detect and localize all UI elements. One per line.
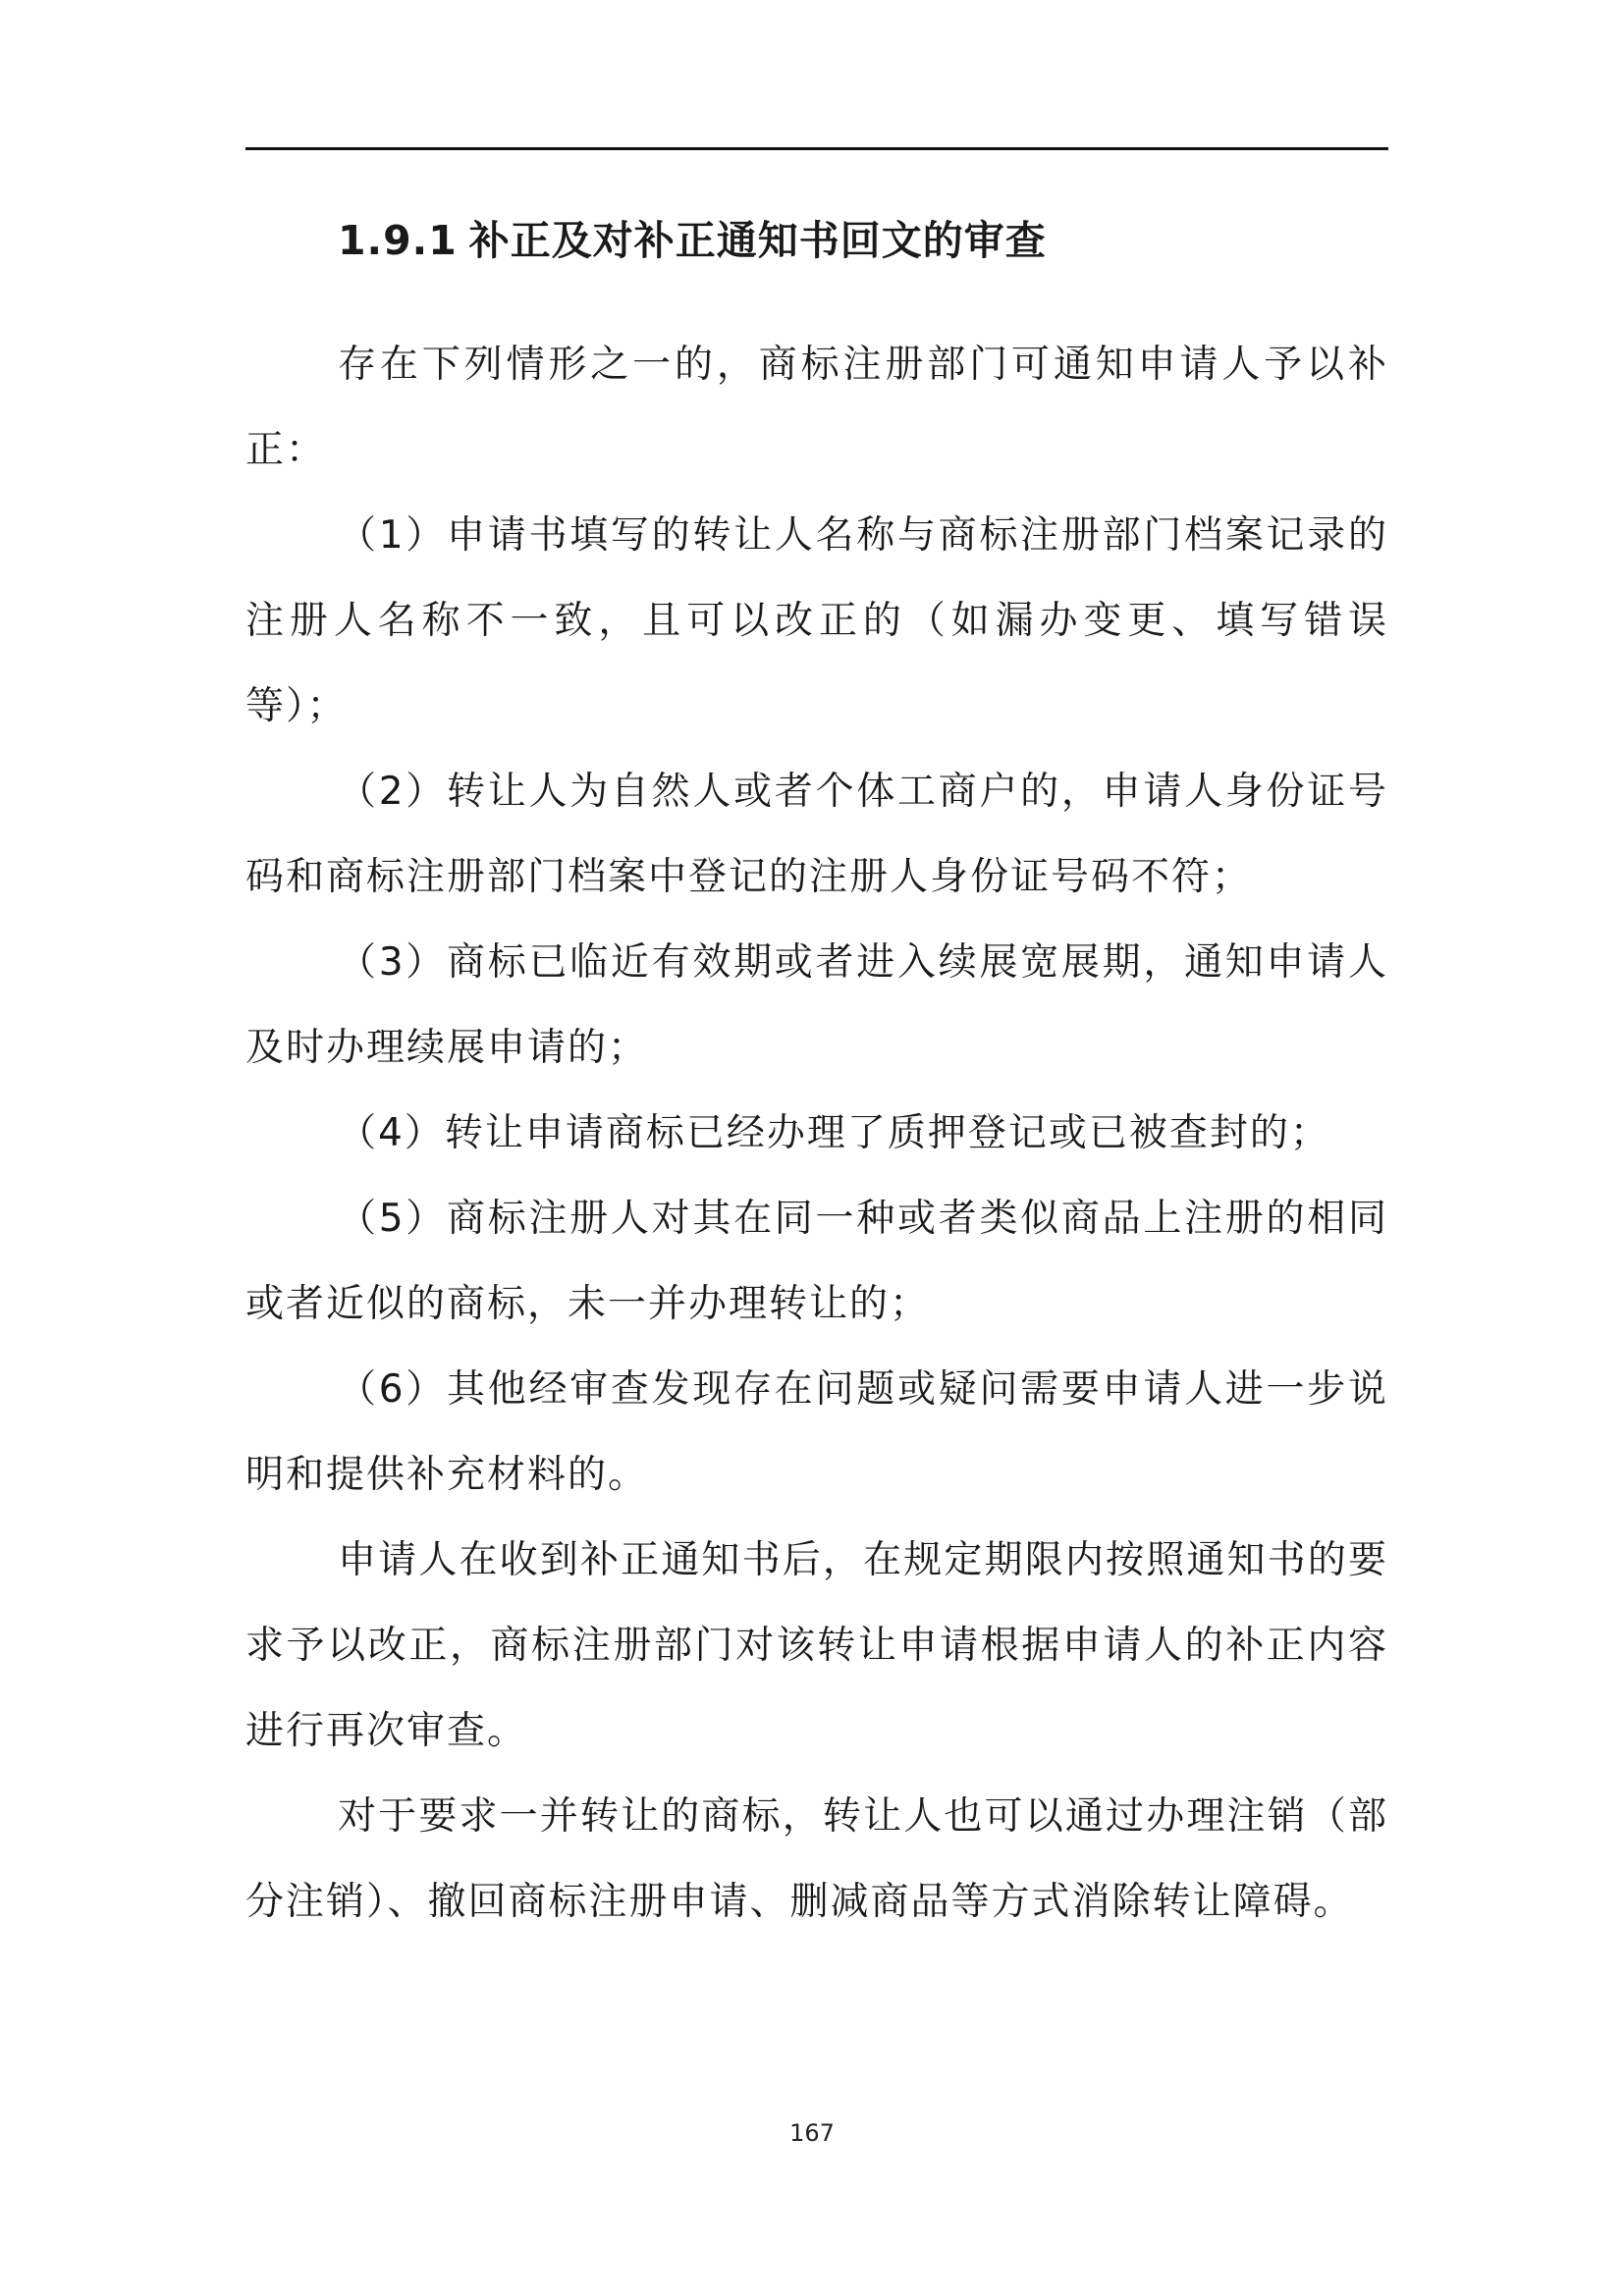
paragraph-correction: 申请人在收到补正通知书后，在规定期限内按照通知书的要求予以改正，商标注册部门对该转让申请根据申请人的补正内容进行再次审查。 [245, 1538, 1388, 1753]
list-item-6: （6）其他经审查发现存在问题或疑问需要申请人进一步说明和提供补充材料的。 [245, 1367, 1388, 1497]
list-item-1: （1）申请书填写的转让人名称与商标注册部门档案记录的注册人名称不一致，且可以改正的（如漏办变更、填写错误等）； [245, 513, 1388, 728]
list-item-3: （3）商标已临近有效期或者进入续展宽展期，通知申请人及时办理续展申请的； [245, 940, 1388, 1070]
section-heading [245, 201, 1388, 280]
list-item-4: （4）转让申请商标已经办理了质押登记或已被查封的； [338, 1111, 1330, 1155]
section-title: 补正及对补正通知书回文的审查 [468, 217, 1047, 264]
paragraph-intro: 存在下列情形之一的，商标注册部门可通知申请人予以补正： [245, 343, 1388, 472]
page-number: 167 [789, 2119, 835, 2147]
body-text [245, 322, 1388, 1945]
section-number: 1.9.1 [338, 217, 458, 264]
list-item-5: （5）商标注册人对其在同一种或者类似商品上注册的相同或者近似的商标，未一并办理转让的； [245, 1197, 1388, 1326]
header-rule [245, 147, 1388, 150]
paragraph-joint-transfer: 对于要求一并转让的商标，转让人也可以通过办理注销（部分注销）、撤回商标注册申请、删减商品等方式消除转让障碍。 [245, 1794, 1388, 1924]
list-item-2: （2）转让人为自然人或者个体工商户的，申请人身份证号码和商标注册部门档案中登记的注册人身份证号码不符； [245, 770, 1388, 899]
